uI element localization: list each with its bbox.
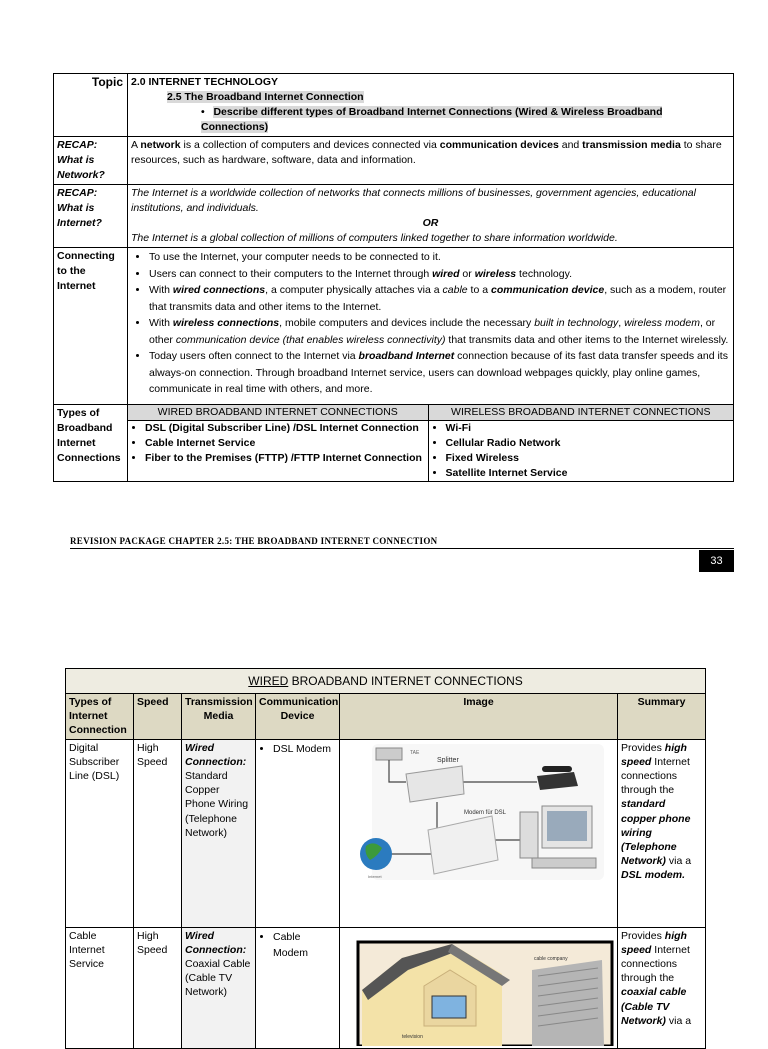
topic-chapter: 2.0 INTERNET TECHNOLOGY	[131, 76, 279, 88]
wired-types-header: WIRED BROADBAND INTERNET CONNECTIONS	[128, 405, 428, 421]
list-item: • DSL (Digital Subscriber Line) /DSL Internet Connection	[145, 421, 425, 436]
overview-table	[53, 73, 734, 482]
types-inner-table	[128, 405, 733, 481]
recap-internet-label: RECAP: What is Internet?	[54, 185, 128, 248]
dsl-setup-illustration	[342, 742, 614, 882]
table-title-row	[66, 669, 706, 694]
connecting-label: Connecting to the Internet	[54, 248, 128, 405]
svg-text:cable company: cable company	[534, 955, 568, 962]
list-item: • Fixed Wireless	[446, 451, 731, 466]
header-summary: Summary	[618, 694, 706, 740]
cell-summary: Provides high speed Internet connections through the standard copper phone wiring (Telephone Network) via a DSL modem.	[618, 739, 706, 927]
header-speed: Speed	[134, 694, 182, 740]
list-item: • Cable Internet Service	[145, 436, 425, 451]
list-item: • With wireless connections, mobile computers and devices include the necessary built in technology, wireless modem, or other communication device (that enables wireless connectivity) that transmits data and other items to the Internet wirelessly.	[149, 315, 730, 348]
topic-content: 2.0 INTERNET TECHNOLOGY 2.5 The Broadband Internet Connection • Describe different types of Broadband Internet Connections (Wired & Wireless Broadband Connections)	[128, 74, 734, 137]
list-item: • Today users often connect to the Internet via broadband Internet connection because of its fast data transfer speeds and its always-on connection. Through broadband Internet service, users can download webpages quickly, play online games, communicate in real time with others, and more.	[149, 348, 730, 398]
table-title: WIRED BROADBAND INTERNET CONNECTIONS	[66, 669, 706, 694]
cable-image	[340, 927, 618, 1048]
wired-connections-table	[65, 668, 706, 1049]
header-media: Transmission Media	[182, 694, 256, 740]
page-footer-text: REVISION PACKAGE CHAPTER 2.5: THE BROADBAND INTERNET CONNECTION	[70, 536, 438, 546]
footer-divider	[70, 548, 734, 549]
cell-speed: High Speed	[134, 927, 182, 1048]
table-row	[66, 927, 706, 1048]
cable-setup-illustration	[342, 930, 614, 1046]
topic-label: Topic	[54, 74, 128, 137]
wireless-types-cell	[428, 420, 733, 481]
connecting-row	[54, 248, 734, 405]
cell-type: Cable Internet Service	[66, 927, 134, 1048]
types-row	[54, 404, 734, 481]
svg-text:TAE: TAE	[410, 749, 420, 756]
page-number: 33	[699, 550, 734, 572]
list-item: • To use the Internet, your computer needs to be connected to it.	[149, 249, 730, 266]
list-item: • With wired connections, a computer physically attaches via a cable to a communication device, such as a modem, router that transmits data and other items to the Internet.	[149, 282, 730, 315]
list-item: • Satellite Internet Service	[446, 466, 731, 481]
connecting-list	[131, 249, 730, 398]
cell-speed: High Speed	[134, 739, 182, 927]
cell-device: • Cable Modem	[256, 927, 340, 1048]
cell-summary: Provides high speed Internet connections through the coaxial cable (Cable TV Network) via a	[618, 927, 706, 1048]
svg-text:television: television	[402, 1033, 423, 1040]
types-content	[128, 404, 734, 481]
recap-network-row	[54, 137, 734, 185]
svg-text:Splitter: Splitter	[437, 756, 459, 764]
topic-section: 2.5 The Broadband Internet Connection	[167, 91, 364, 103]
connecting-text	[128, 248, 734, 405]
header-device: Communication Device	[256, 694, 340, 740]
list-item: • Wi-Fi	[446, 421, 731, 436]
table-row	[66, 739, 706, 927]
header-type: Types of Internet Connection	[66, 694, 134, 740]
or-separator: OR	[422, 217, 439, 229]
cell-type: Digital Subscriber Line (DSL)	[66, 739, 134, 927]
cell-media: Wired Connection: Standard Copper Phone Wiring (Telephone Network)	[182, 739, 256, 927]
cell-device: • DSL Modem	[256, 739, 340, 927]
recap-network-label: RECAP: What is Network?	[54, 137, 128, 185]
list-item: • Cellular Radio Network	[446, 436, 731, 451]
wired-types-cell	[128, 420, 428, 481]
topic-objective: Describe different types of Broadband Internet Connections (Wired & Wireless Broadband Connections)	[201, 106, 663, 133]
header-image: Image	[340, 694, 618, 740]
internet-definition-1: The Internet is a worldwide collection of networks that connects millions of businesses, government agencies, educational institutions, and individuals.	[131, 187, 696, 214]
svg-text:Modem für DSL: Modem für DSL	[464, 809, 507, 816]
list-item: • Users can connect to their computers to the Internet through wired or wireless technology.	[149, 266, 730, 283]
dsl-image	[340, 739, 618, 927]
types-label: Types of Broadband Internet Connections	[54, 404, 128, 481]
internet-definition-2: The Internet is a global collection of millions of computers linked together to share information worldwide.	[131, 232, 618, 244]
recap-internet-row	[54, 185, 734, 248]
wireless-types-header: WIRELESS BROADBAND INTERNET CONNECTIONS	[428, 405, 733, 421]
recap-network-text: A network is a collection of computers and devices connected via communication devices and transmission media to share resources, such as hardware, software, data and information.	[128, 137, 734, 185]
cell-media: Wired Connection: Coaxial Cable (Cable TV Network)	[182, 927, 256, 1048]
topic-row	[54, 74, 734, 137]
table-header-row	[66, 694, 706, 740]
recap-internet-text	[128, 185, 734, 248]
list-item: • Fiber to the Premises (FTTP) /FTTP Internet Connection	[145, 451, 425, 466]
svg-text:Internet: Internet	[368, 873, 382, 879]
